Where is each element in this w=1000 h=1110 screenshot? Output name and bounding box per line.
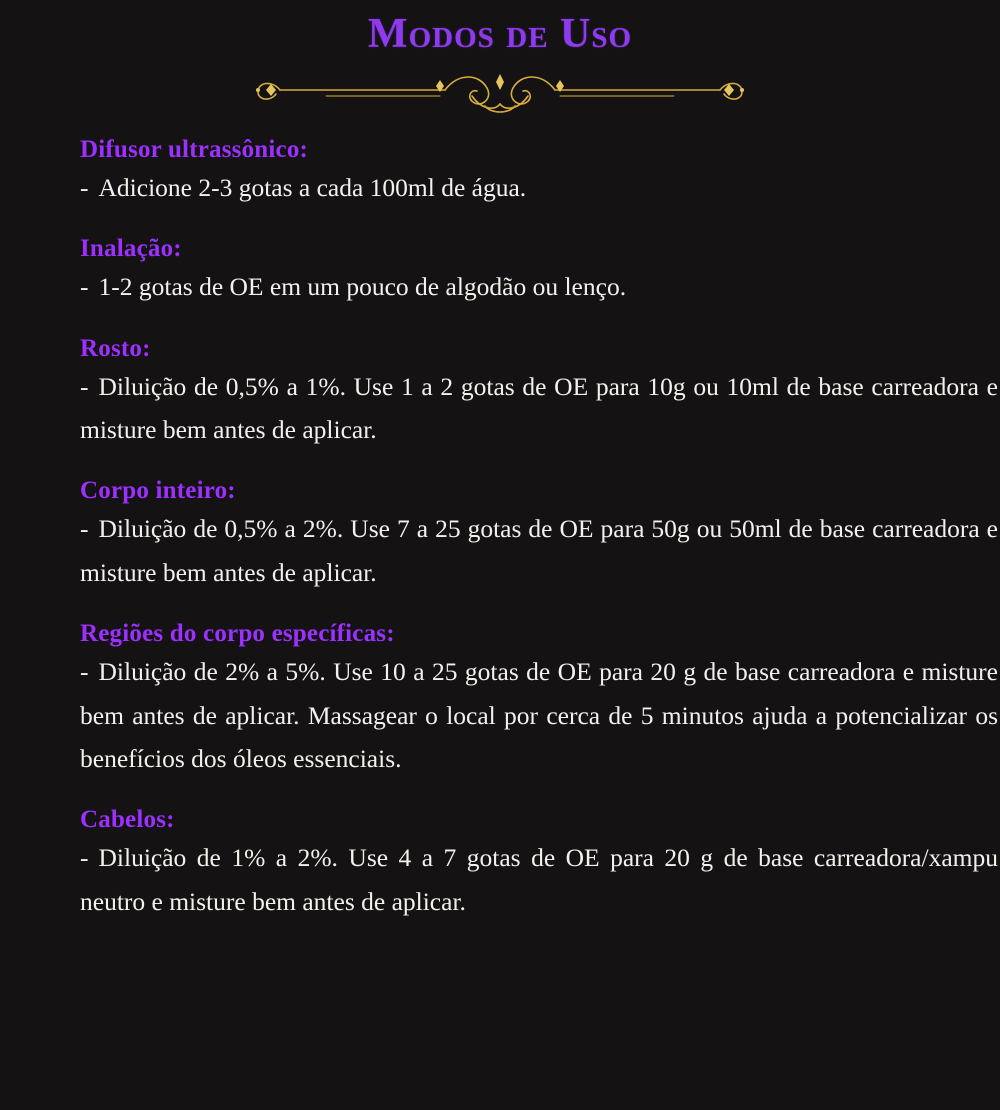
section-body-text: 1-2 gotas de OE em um pouco de algodão ou lenço. [98,272,627,302]
section-regioes-especificas [0,620,1000,780]
section-cabelos [0,806,1000,923]
bullet-dash: - [80,843,89,873]
section-difusor-ultrassonico [0,136,1000,209]
section-heading: Difusor ultrassônico: [80,136,309,164]
bullet-dash: - [80,371,89,401]
bullet-dash: - [80,514,89,544]
section-corpo-inteiro [0,477,1000,594]
bullet-dash: - [80,173,89,203]
instructions-content [0,120,1000,923]
document-header [0,0,1000,120]
section-body [0,650,998,780]
bullet-dash: - [80,657,89,687]
section-body [0,507,998,594]
section-inalacao [0,235,1000,308]
page-title: Modos de Uso [367,11,633,57]
section-body-text: Diluição de 0,5% a 2%. Use 7 a 25 gotas de OE para 50g ou 50ml de base carreadora e misture bem antes de aplicar. [80,514,998,587]
section-rosto [0,335,1000,452]
section-body [0,365,998,452]
section-heading: Corpo inteiro: [80,477,236,505]
ornamental-flourish-divider-icon [0,62,1000,120]
section-body [0,836,998,923]
section-heading: Regiões do corpo específicas: [80,620,395,648]
section-body [0,265,998,308]
section-body-text: Diluição de 0,5% a 1%. Use 1 a 2 gotas de OE para 10g ou 10ml de base carreadora e misture bem antes de aplicar. [80,371,998,445]
section-heading: Inalação: [80,235,182,263]
section-body-text: Adicione 2-3 gotas a cada 100ml de água. [98,173,527,203]
section-body [0,166,998,209]
section-heading: Cabelos: [80,806,175,834]
bullet-dash: - [80,272,89,302]
section-body-text: Diluição de 2% a 5%. Use 10 a 25 gotas de OE para 20 g de base carreadora e misture bem antes de aplicar. Massagear o local por cerca de 5 minutos ajuda a potencializar os benefícios dos óleos essenciais. [80,657,998,773]
section-heading: Rosto: [80,334,151,362]
section-body-text: Diluição de 1% a 2%. Use 4 a 7 gotas de OE para 20 g de base carreadora/xampu neutro e misture bem antes de aplicar. [80,843,998,916]
